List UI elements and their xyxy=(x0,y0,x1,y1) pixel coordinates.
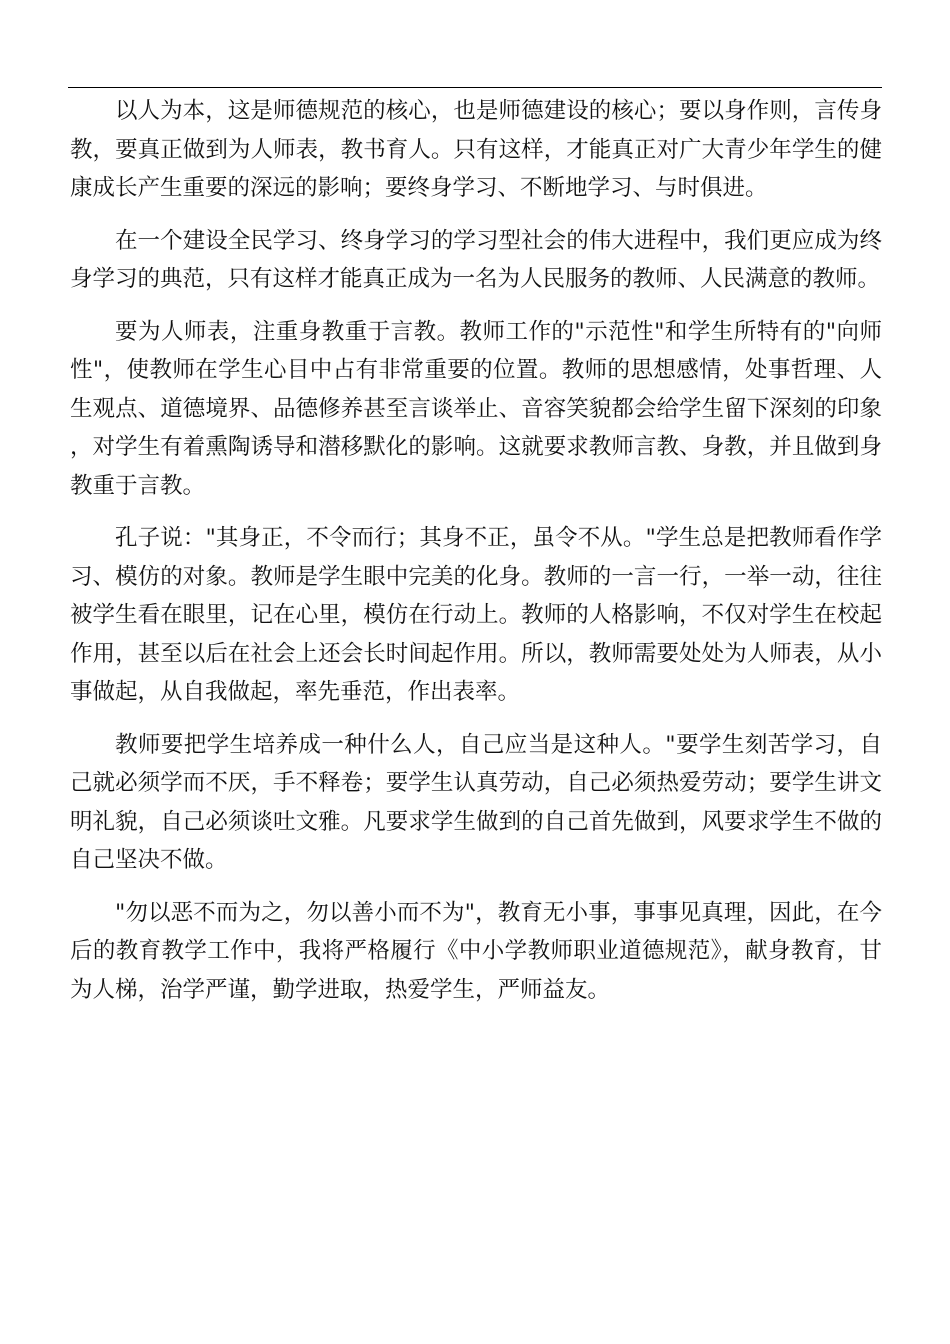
paragraph-3: 要为人师表，注重身教重于言教。教师工作的"示范性"和学生所特有的"向师性"，使教师在学生心目中占有非常重要的位置。教师的思想感情，处事哲理、人生观点、道德境界、品德修养甚至言谈举止、音容笑貌都会给学生留下深刻的印象，对学生有着熏陶诱导和潜移默化的影响。这就要求教师言教、身教，并且做到身教重于言教。 xyxy=(70,318,882,499)
paragraph-5: 教师要把学生培养成一种什么人，自己应当是这种人。"要学生刻苦学习，自己就必须学而不厌，手不释卷；要学生认真劳动，自己必须热爱劳动；要学生讲文明礼貌，自己必须谈吐文雅。凡要求学生做到的自己首先做到，风要求学生不做的自己坚决不做。 xyxy=(70,731,882,873)
paragraph-6: "勿以恶不而为之，勿以善小而不为"，教育无小事，事事见真理，因此，在今后的教育教学工作中，我将严格履行《中小学教师职业道德规范》，献身教育，甘为人梯，治学严谨，勤学进取，热爱学生，严师益友。 xyxy=(70,899,882,1003)
paragraph-4: 孔子说："其身正，不令而行；其身不正，虽令不从。"学生总是把教师看作学习、模仿的对象。教师是学生眼中完美的化身。教师的一言一行，一举一动，往往被学生看在眼里，记在心里，模仿在行动上。教师的人格影响，不仅对学生在校起作用，甚至以后在社会上还会长时间起作用。所以，教师需要处处为人师表，从小事做起，从自我做起，率先垂范，作出表率。 xyxy=(70,525,882,705)
paragraph-2: 在一个建设全民学习、终身学习的学习型社会的伟大进程中，我们更应成为终身学习的典范，只有这样才能真正成为一名为人民服务的教师、人民满意的教师。 xyxy=(70,227,882,292)
paragraph-1: 以人为本，这是师德规范的核心，也是师德建设的核心；要以身作则，言传身教，要真正做到为人师表，教书育人。只有这样，才能真正对广大青少年学生的健康成长产生重要的深远的影响；要终身学习、不断地学习、与时俱进。 xyxy=(70,98,882,201)
header-rule xyxy=(68,87,882,88)
document-body xyxy=(70,92,882,1023)
